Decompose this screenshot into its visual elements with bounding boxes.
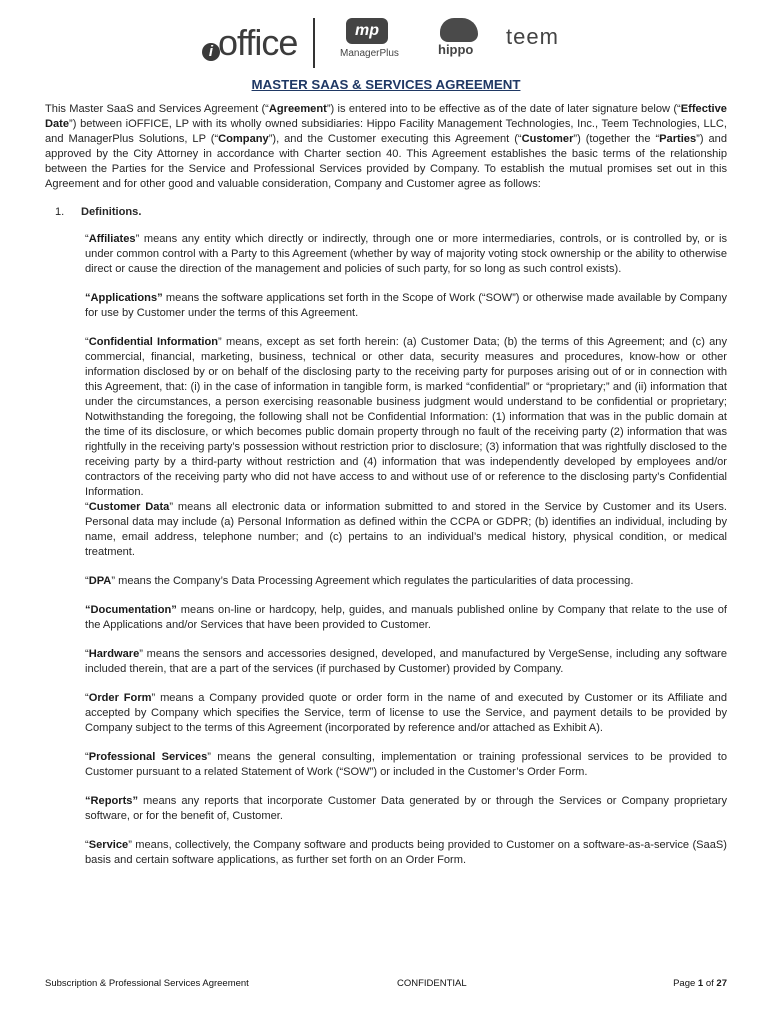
agreement-body [45,70,727,882]
definition-text: means the software applications set forth in the Scope of Work (“SOW”) or otherwise made available by Company for use by Customer under the terms of this Agreement. [85,292,727,319]
ioffice-wordmark: office [218,22,298,63]
definition-quote: “ [85,575,89,587]
definition-quote: “ [85,692,89,704]
definition-text: ” means any entity which directly or indirectly, through one or more intermediaries, controls, or is controlled by, or is under common control with a Party to this Agreement (whether by way of majority voting stock ownership or the ability to otherwise direct or cause the direction of the management and policies of such party, for so long as such control exists). [85,233,727,275]
definition-term: “Documentation” [85,604,177,616]
managerplus-badge: mp [346,18,388,44]
footer-confidential: CONFIDENTIAL [397,978,467,989]
hippo-wordmark: hippo [438,42,474,57]
definition-quote: “ [85,648,89,660]
page-footer [45,978,727,992]
definition-term: Professional Services [88,751,208,763]
definition-text: ” means the Company’s Data Processing Agreement which regulates the particularities of data processing. [111,575,634,587]
defined-term: Agreement [268,103,327,115]
definition-quote: “ [85,501,89,513]
logo-divider [313,18,315,68]
definitions-list [45,232,727,868]
definition-quote: “ [85,233,89,245]
page-total: 27 [716,978,727,989]
teem-logo: teem [506,24,559,49]
definition-item [85,574,727,589]
defined-term: Parties [659,133,697,145]
page-of-label: of [703,978,717,989]
definition-term: “Applications” [85,292,163,304]
managerplus-logo [340,14,412,66]
definition-term: DPA [88,575,112,587]
intro-text: ”) between iOFFICE, LP with its wholly owned subsidiaries: Hippo Facility Management Technologies, Inc., Teem Technologies, LLC, and ManagerPlus Solutions, LP (“ [45,118,727,145]
header-logos [0,8,770,66]
definition-text: means any reports that incorporate Customer Data generated by or through the Services or Company proprietary software, or for the benefit of, Customer. [85,795,727,822]
defined-term: Company [218,133,269,145]
defined-term: Effective Date [45,103,727,130]
intro-paragraph [45,102,727,192]
definition-item [85,335,727,500]
ioffice-i-mark: i [202,43,220,61]
definition-quote: “ [85,751,89,763]
page-label: Page [673,978,698,989]
document-title: MASTER SAAS & SERVICES AGREEMENT [251,77,521,92]
page-number [673,978,727,989]
definition-text: ” means, except as set forth herein: (a) Customer Data; (b) the terms of this Agreement; and (c) any commercial, financial, marketing, business, technical or other data, security measures and procedures, know-how or other information disclosed by or on behalf of the disclosing party to the receiving party for purposes arising out of or in connection with this Agreement, that: (i) in the case of information in tangible form, is marked “confidential” or “proprietary;” and (ii) information that under the circumstances, a person exercising reasonable business judgment would understand to be confidential or proprietary; Notwithstanding the foregoing, the following shall not be Confidential Information: (1) information that was in the public domain at the time of its disclosure, or which becomes public domain property through no fault of the receiving party (2) information that was rightfully in the receiving party’s possession without restriction prior to disclosure; (3) information that was rightfully disclosed to the receiving party by a third-party without restriction and (4) information that was independently developed by employees and/or contractors of the receiving party who did not have access to and without use of or reference to the disclosing party’s Confidential Information. [85,336,727,498]
definition-item [85,647,727,677]
definition-term: Order Form [88,692,152,704]
hippo-logo [438,14,482,66]
definition-term: Confidential Information [88,336,219,348]
hippo-icon [440,18,478,42]
section-number: 1. [55,206,65,218]
definition-item [85,232,727,277]
page-current: 1 [697,978,704,989]
definition-term: Customer Data [88,501,170,513]
defined-term: Customer [521,133,574,145]
definition-term: “Reports” [85,795,139,807]
definition-text: means on-line or hardcopy, help, guides, and manuals published online by Company that relate to the use of the Applications and/or Services that have been provided to Customer. [85,604,727,631]
section-title: Definitions. [81,206,142,218]
intro-text: ”), and the Customer executing this Agreement (“ [268,133,522,145]
intro-text: ”) is entered into to be effective as of the date of later signature below (“ [326,103,681,115]
definition-text: ” means the sensors and accessories designed, developed, and manufactured by VergeSense, including any software included therein, that are a part of the services (if purchased by Customer) provided by Company. [85,648,727,675]
definition-text: ” means, collectively, the Company software and products being provided to Customer on a software-as-a-service (SaaS) basis and certain software applications, as further set forth on an Order Form. [85,839,727,866]
definition-item [85,794,727,824]
definition-term: Hardware [88,648,140,660]
definition-item [85,691,727,736]
definition-item [85,838,727,868]
intro-text: ”) (together the “ [573,133,660,145]
definition-quote: “ [85,839,89,851]
intro-text: ”) and approved by the City Attorney in accordance with Charter section 40. This Agreement establishes the basic terms of the relationship between the Parties for the Service and Professional Services provided by Company. To establish the mutual promises set out in this Agreement and for other good and valuable consideration, Company and Customer agree as follows: [45,133,728,190]
managerplus-wordmark: ManagerPlus [340,48,399,59]
footer-doc-name: Subscription & Professional Services Agreement [45,978,249,989]
definition-item [85,603,727,633]
definition-item [85,750,727,780]
definition-quote: “ [85,336,89,348]
definition-item [85,500,727,560]
intro-text: This Master SaaS and Services Agreement (“ [45,103,269,115]
section-heading [55,206,727,218]
definition-text: ” means all electronic data or information submitted to and stored in the Service by Customer and its Users. Personal data may include (a) Personal Information as defined within the CCPA or GDPR; (b) identifies an individual, including by name, email address, telephone number; and (c) pertains to an individual’s medical history, physical condition, or medical treatment. [85,501,727,558]
definition-term: Service [88,839,129,851]
definition-term: Affiliates [88,233,136,245]
definition-item [85,291,727,321]
definition-text: ” means the general consulting, implementation or training professional services to be provided to Customer pursuant to a related Statement of Work (“SOW”) or included in the Customer’s Order Form. [85,751,727,778]
definition-text: ” means a Company provided quote or order form in the name of and executed by Customer or its Affiliate and accepted by Company which specifies the Service, term of license to use the Service, and payment details to be provided by Company subject to the terms of this Agreement (incorporated by reference and/or attached as Exhibit A). [85,692,728,734]
